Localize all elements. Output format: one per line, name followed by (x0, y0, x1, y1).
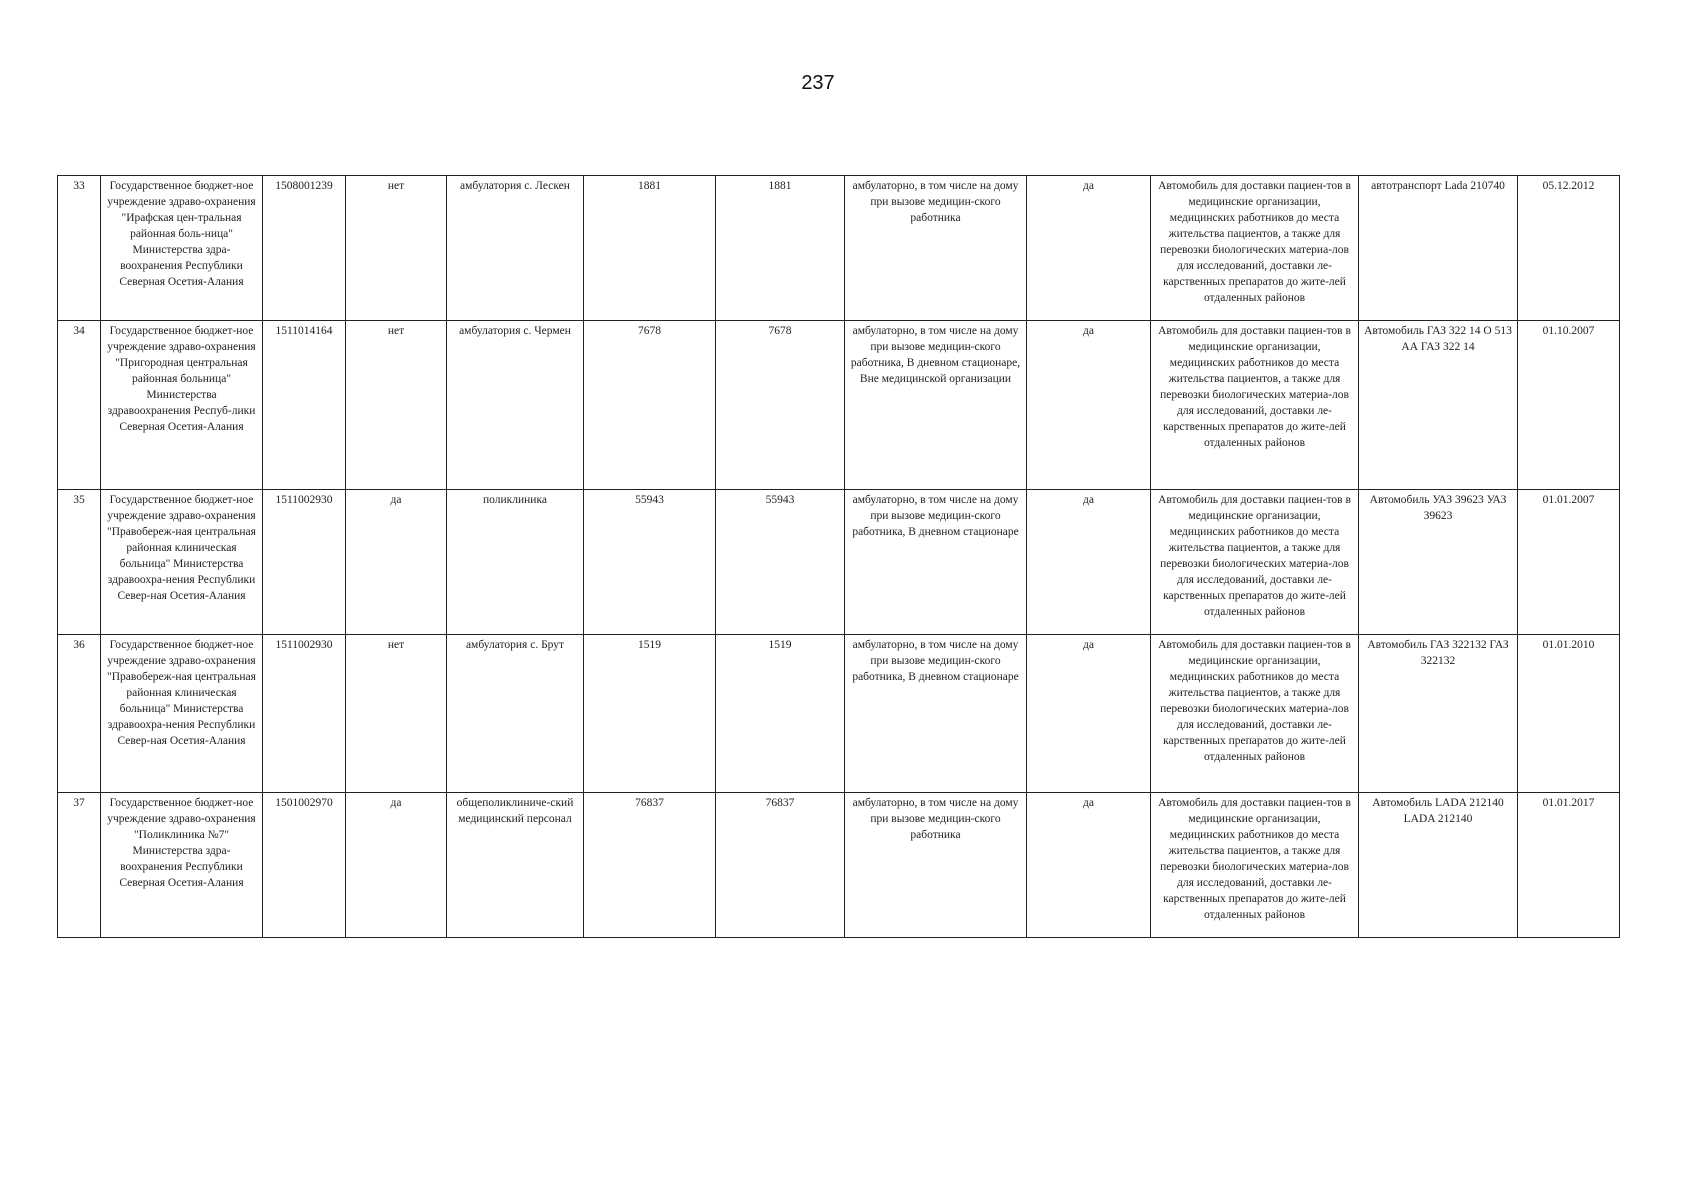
value-1: 1881 (584, 176, 716, 321)
value-2: 1881 (716, 176, 845, 321)
unit-name: поликлиника (447, 490, 584, 635)
inn-code: 1511002930 (263, 490, 346, 635)
vehicle-model: автотранспорт Lada 210740 (1359, 176, 1518, 321)
flag-value: нет (346, 635, 447, 793)
inn-code: 1501002970 (263, 793, 346, 938)
vehicle-purpose: Автомобиль для доставки пациен-тов в медицинские организации, медицинских работников до места жительства пациентов, а также для перевозки биологических материа-лов для исследований, доставки ле-карственных препаратов до жите-лей отдаленных районов (1151, 321, 1359, 490)
row-number: 34 (58, 321, 101, 490)
vehicle-purpose: Автомобиль для доставки пациен-тов в медицинские организации, медицинских работников до места жительства пациентов, а также для перевозки биологических материа-лов для исследований, доставки ле-карственных препаратов до жите-лей отдаленных районов (1151, 490, 1359, 635)
value-2: 76837 (716, 793, 845, 938)
vehicle-model: Автомобиль ГАЗ 322132 ГАЗ 322132 (1359, 635, 1518, 793)
flag-value: да (346, 490, 447, 635)
care-conditions: амбулаторно, в том числе на дому при вызове медицин-ского работника, В дневном стационаре (845, 635, 1027, 793)
date-value: 01.01.2017 (1518, 793, 1620, 938)
unit-name: амбулатория с. Лескен (447, 176, 584, 321)
flag-value: нет (346, 176, 447, 321)
value-1: 55943 (584, 490, 716, 635)
table-row (58, 635, 1620, 793)
unit-name: общеполиклиниче-ский медицинский персонал (447, 793, 584, 938)
value-2: 55943 (716, 490, 845, 635)
row-number: 33 (58, 176, 101, 321)
value-2: 1519 (716, 635, 845, 793)
flag-value: да (346, 793, 447, 938)
table-row (58, 490, 1620, 635)
organization-name: Государственное бюджет-ное учреждение здраво-охранения "Ирафская цен-тральная районная боль-ница" Министерства здра-воохранения Республики Северная Осетия-Алания (101, 176, 263, 321)
care-conditions: амбулаторно, в том числе на дому при вызове медицин-ского работника (845, 176, 1027, 321)
value-2: 7678 (716, 321, 845, 490)
date-value: 01.01.2010 (1518, 635, 1620, 793)
care-conditions: амбулаторно, в том числе на дому при вызове медицин-ского работника, В дневном стационаре (845, 490, 1027, 635)
vehicle-purpose: Автомобиль для доставки пациен-тов в медицинские организации, медицинских работников до места жительства пациентов, а также для перевозки биологических материа-лов для исследований, доставки ле-карственных препаратов до жите-лей отдаленных районов (1151, 635, 1359, 793)
date-value: 01.01.2007 (1518, 490, 1620, 635)
inn-code: 1511002930 (263, 635, 346, 793)
vehicle-model: Автомобиль ГАЗ 322 14 О 513 АА ГАЗ 322 14 (1359, 321, 1518, 490)
unit-name: амбулатория с. Брут (447, 635, 584, 793)
registry-table (57, 175, 1620, 938)
date-value: 01.10.2007 (1518, 321, 1620, 490)
value-1: 7678 (584, 321, 716, 490)
vehicle-purpose: Автомобиль для доставки пациен-тов в медицинские организации, медицинских работников до места жительства пациентов, а также для перевозки биологических материа-лов для исследований, доставки ле-карственных препаратов до жите-лей отдаленных районов (1151, 793, 1359, 938)
organization-name: Государственное бюджет-ное учреждение здраво-охранения "Пригородная центральная районная больница" Министерства здравоохранения Респуб-лики Северная Осетия-Алания (101, 321, 263, 490)
care-conditions: амбулаторно, в том числе на дому при вызове медицин-ского работника, В дневном стационаре, Вне медицинской организации (845, 321, 1027, 490)
organization-name: Государственное бюджет-ное учреждение здраво-охранения "Правобереж-ная центральная районная клиническая больница" Министерства здравоохра-нения Республики Север-ная Осетия-Алания (101, 490, 263, 635)
organization-name: Государственное бюджет-ное учреждение здраво-охранения "Поликлиника №7" Министерства здра-воохранения Республики Северная Осетия-Алания (101, 793, 263, 938)
unit-name: амбулатория с. Чермен (447, 321, 584, 490)
page-number: 237 (801, 72, 835, 94)
table-row (58, 793, 1620, 938)
table-row (58, 176, 1620, 321)
value-1: 76837 (584, 793, 716, 938)
care-conditions: амбулаторно, в том числе на дому при вызове медицин-ского работника (845, 793, 1027, 938)
inn-code: 1511014164 (263, 321, 346, 490)
vehicle-model: Автомобиль LADA 212140 LADA 212140 (1359, 793, 1518, 938)
yes-value: да (1027, 490, 1151, 635)
value-1: 1519 (584, 635, 716, 793)
row-number: 37 (58, 793, 101, 938)
table-row (58, 321, 1620, 490)
inn-code: 1508001239 (263, 176, 346, 321)
yes-value: да (1027, 635, 1151, 793)
row-number: 36 (58, 635, 101, 793)
flag-value: нет (346, 321, 447, 490)
vehicle-purpose: Автомобиль для доставки пациен-тов в медицинские организации, медицинских работников до места жительства пациентов, а также для перевозки биологических материа-лов для исследований, доставки ле-карственных препаратов до жите-лей отдаленных районов (1151, 176, 1359, 321)
row-number: 35 (58, 490, 101, 635)
date-value: 05.12.2012 (1518, 176, 1620, 321)
yes-value: да (1027, 793, 1151, 938)
yes-value: да (1027, 176, 1151, 321)
vehicle-model: Автомобиль УАЗ 39623 УАЗ 39623 (1359, 490, 1518, 635)
organization-name: Государственное бюджет-ное учреждение здраво-охранения "Правобереж-ная центральная районная клиническая больница" Министерства здравоохра-нения Республики Север-ная Осетия-Алания (101, 635, 263, 793)
yes-value: да (1027, 321, 1151, 490)
